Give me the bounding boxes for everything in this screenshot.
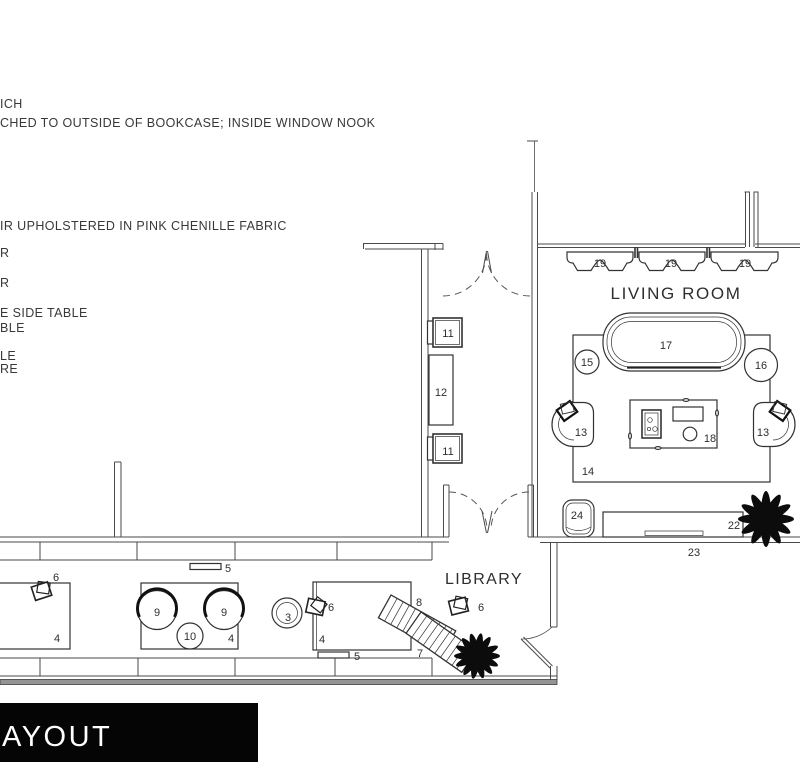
side-table-small-tag: 15 xyxy=(580,357,594,369)
title-banner-text: AYOUT xyxy=(2,721,113,753)
side-table-large-tag: 16 xyxy=(754,360,768,372)
wall-shelf-bottom-tag: 5 xyxy=(353,651,361,663)
hall-chair-top-tag: 11 xyxy=(442,328,454,340)
chaise-upper-tag: 8 xyxy=(415,597,423,609)
french-doors-bottom xyxy=(449,492,529,533)
window-valances xyxy=(567,247,778,271)
legend-line-4: R xyxy=(0,246,10,260)
french-doors-top xyxy=(443,251,530,296)
coffee-table xyxy=(629,399,719,450)
window-ledge-tag: 23 xyxy=(687,547,701,559)
hall-console-table xyxy=(429,355,453,425)
legend-line-8: LE xyxy=(0,349,17,363)
legend-line-6: E SIDE TABLE xyxy=(0,306,88,320)
accent-chair-1-tag: 6 xyxy=(52,572,60,584)
title-banner xyxy=(0,703,258,762)
accent-chair-3 xyxy=(448,594,484,615)
wall-shelf-top-tag: 5 xyxy=(224,563,232,575)
chaise-lower-tag: 7 xyxy=(416,648,424,660)
legend-line-2: CHED TO OUTSIDE OF BOOKCASE; INSIDE WINDOW NOOK xyxy=(0,116,376,130)
side-table-small xyxy=(575,350,599,374)
living-room-label: LIVING ROOM xyxy=(610,284,742,303)
armchair-right xyxy=(754,398,796,447)
valance-2-tag: 19 xyxy=(664,258,678,270)
console-tag: 22 xyxy=(727,520,741,532)
armchair-left xyxy=(552,398,594,447)
exterior-wall xyxy=(0,680,557,685)
hall-chair-top xyxy=(428,318,463,347)
legend-notes xyxy=(0,97,376,376)
legend-line-5: R xyxy=(0,276,10,290)
book xyxy=(673,407,703,421)
accent-chair-3-tag: 6 xyxy=(477,602,485,614)
wall-shelf-top xyxy=(190,563,231,575)
area-rug-tag: 14 xyxy=(581,466,595,478)
legend-line-3: IR UPHOLSTERED IN PINK CHENILLE FABRIC xyxy=(0,219,287,233)
library-label: LIBRARY xyxy=(445,571,523,588)
armchair-right-tag: 13 xyxy=(756,427,770,439)
library-rug-left-tag: 4 xyxy=(53,633,61,645)
bowl xyxy=(683,427,697,441)
valance-3-tag: 19 xyxy=(738,258,752,270)
accent-chair-2-tag: 6 xyxy=(327,602,335,614)
armchair-left-tag: 13 xyxy=(574,427,588,439)
game-table-group xyxy=(138,583,244,649)
potted-plant-living xyxy=(738,491,794,547)
round-chair-1-tag: 9 xyxy=(153,607,161,619)
hall-console-tag: 12 xyxy=(434,387,448,399)
round-chair-2-tag: 9 xyxy=(220,607,228,619)
side-table-large xyxy=(745,349,778,382)
console xyxy=(603,512,743,537)
drum-table-tag: 3 xyxy=(284,612,292,624)
ottoman-tag: 10 xyxy=(183,631,197,643)
valance-1-tag: 19 xyxy=(593,258,607,270)
coffee-table-tag: 18 xyxy=(703,433,717,445)
barrel-stool xyxy=(563,500,594,537)
library-rug-right-tag: 4 xyxy=(318,634,326,646)
drum-table xyxy=(272,598,302,628)
library-door xyxy=(521,627,553,668)
legend-line-1: ICH xyxy=(0,97,23,111)
sofa-tag: 17 xyxy=(659,340,673,352)
barrel-stool-tag: 24 xyxy=(570,510,584,522)
sofa xyxy=(603,313,745,371)
hall-chair-bottom xyxy=(428,434,463,463)
legend-line-9: RE xyxy=(0,362,19,376)
hall-chair-bottom-tag: 11 xyxy=(442,446,454,458)
game-table-rug-tag: 4 xyxy=(227,633,235,645)
wall-shelf-bottom xyxy=(318,651,360,663)
legend-line-7: BLE xyxy=(0,321,25,335)
